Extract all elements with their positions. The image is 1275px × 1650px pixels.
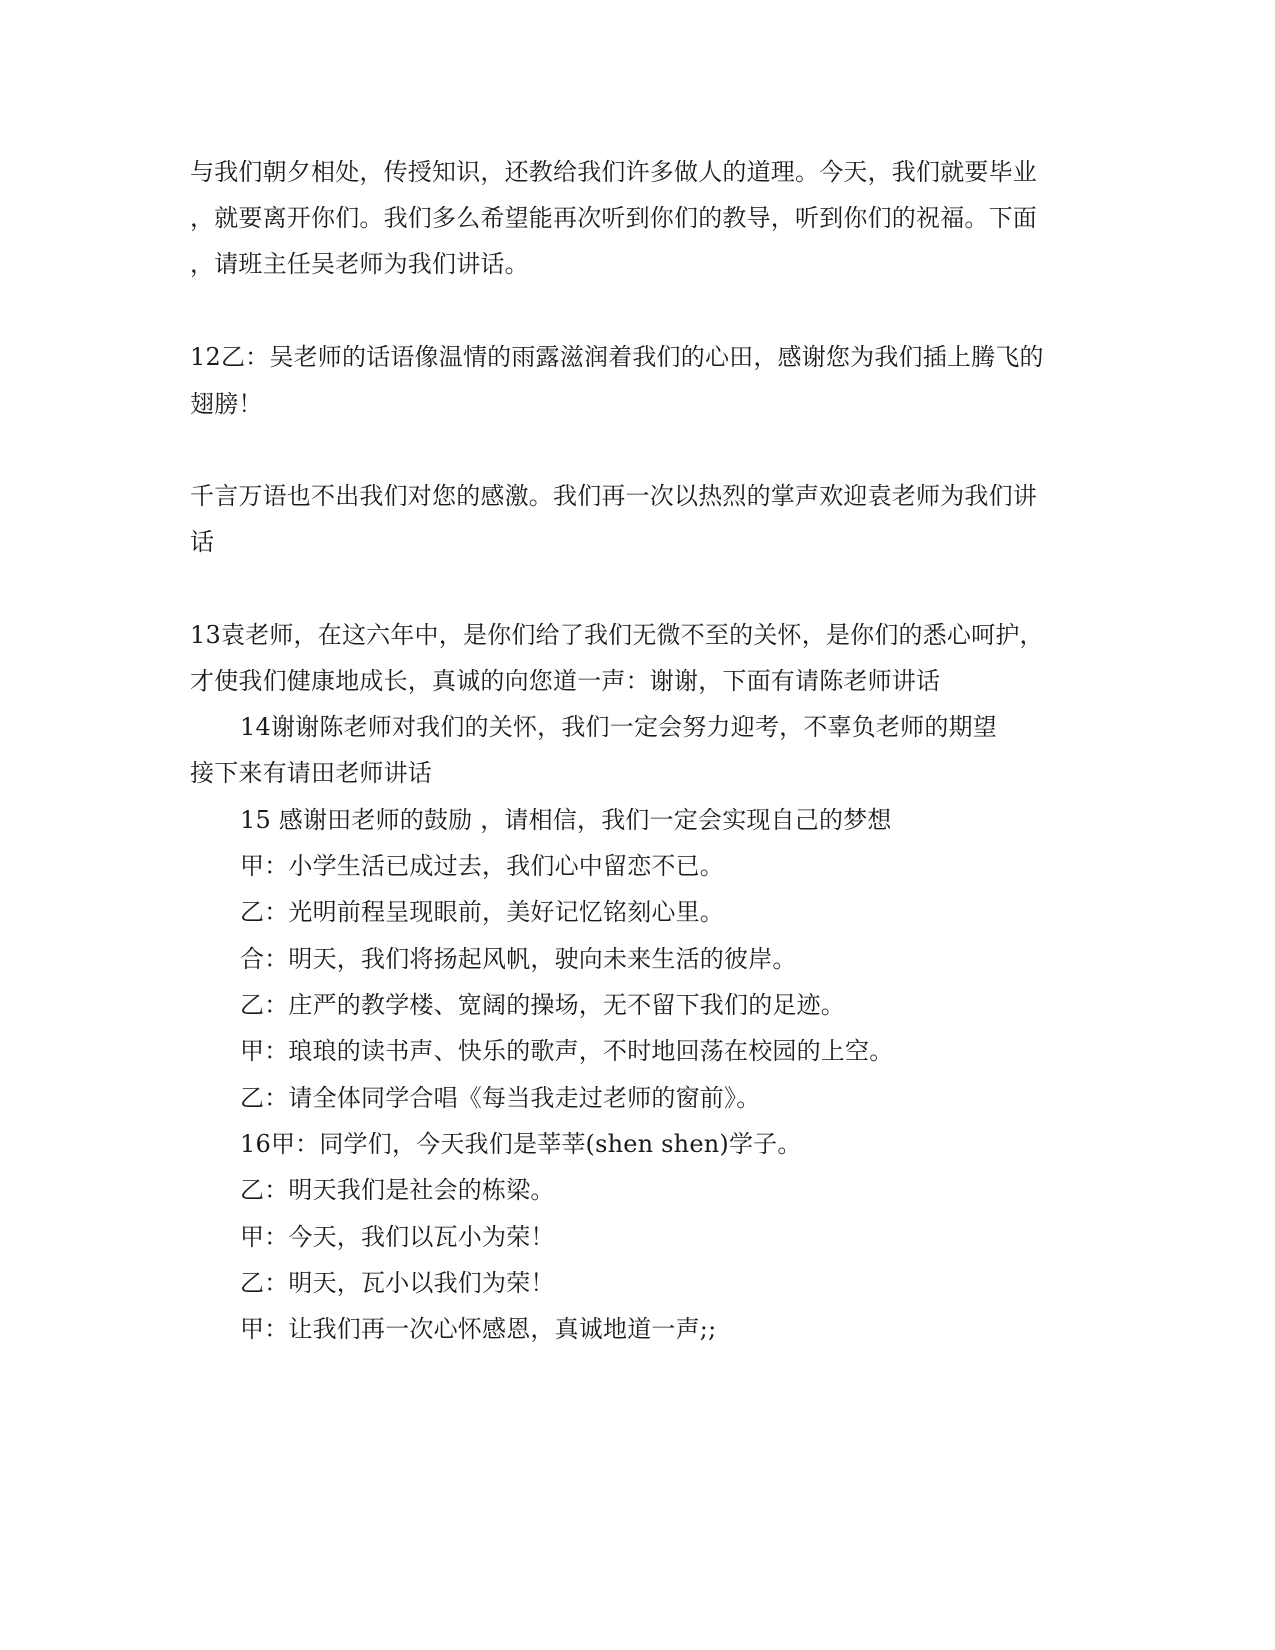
text-line: 话 (190, 528, 215, 556)
text-line: 翅膀！ (190, 390, 263, 418)
text-line: 14谢谢陈老师对我们的关怀，我们一定会努力迎考，不辜负老师的期望 (240, 713, 997, 741)
text-line: 13袁老师，在这六年中，是你们给了我们无微不至的关怀，是你们的悉心呵护， (190, 621, 1044, 649)
text-line: 16甲：同学们，今天我们是莘莘(shen shen)学子。 (240, 1130, 802, 1158)
text-line: 乙：光明前程呈现眼前，美好记忆铭刻心里。 (240, 898, 724, 926)
text-line: ，就要离开你们。我们多么希望能再次听到你们的教导，听到你们的祝福。下面 (190, 204, 1037, 232)
text-line: 甲：琅琅的读书声、快乐的歌声，不时地回荡在校园的上空。 (240, 1037, 894, 1065)
text-line: ，请班主任吴老师为我们讲话。 (190, 250, 529, 278)
text-line: 12乙：吴老师的话语像温情的雨露滋润着我们的心田，感谢您为我们插上腾飞的 (190, 343, 1044, 371)
text-line: 乙：庄严的教学楼、宽阔的操场，无不留下我们的足迹。 (240, 991, 845, 1019)
text-line: 乙：明天我们是社会的栋梁。 (240, 1176, 555, 1204)
text-line: 甲：小学生活已成过去，我们心中留恋不已。 (240, 852, 724, 880)
text-line: 接下来有请田老师讲话 (190, 759, 432, 787)
text-line: 15 感谢田老师的鼓励 ，请相信，我们一定会实现自己的梦想 (240, 806, 892, 834)
text-line: 千言万语也不出我们对您的感激。我们再一次以热烈的掌声欢迎袁老师为我们讲 (190, 482, 1037, 510)
text-line: 甲：今天，我们以瓦小为荣！ (240, 1223, 555, 1251)
text-line: 合：明天，我们将扬起风帆，驶向未来生活的彼岸。 (240, 945, 797, 973)
text-line: 才使我们健康地成长，真诚的向您道一声：谢谢，下面有请陈老师讲话 (190, 667, 941, 695)
text-line: 甲：让我们再一次心怀感恩，真诚地道一声;; (240, 1315, 717, 1343)
text-line: 与我们朝夕相处，传授知识，还教给我们许多做人的道理。今天，我们就要毕业 (190, 158, 1037, 186)
text-line: 乙：明天，瓦小以我们为荣！ (240, 1269, 555, 1297)
text-line: 乙：请全体同学合唱《每当我走过老师的窗前》。 (240, 1084, 761, 1112)
